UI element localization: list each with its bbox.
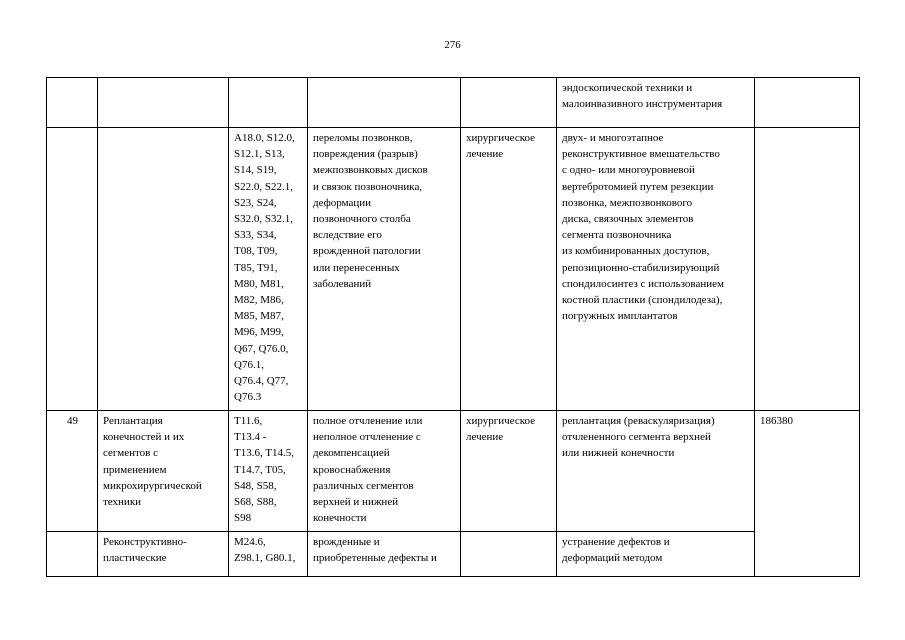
- table-row: [47, 532, 860, 577]
- codes-cell: T11.6, T13.4 - T13.6, T14.5, T14.7, T05, S48, S58, S68, S88, S98: [229, 411, 308, 532]
- treatment-cell: хирургическое лечение: [461, 411, 557, 532]
- cost-cell: [755, 128, 860, 411]
- codes-cell: [229, 78, 308, 128]
- cost-cell: 186380: [755, 411, 860, 577]
- table-row: [47, 78, 860, 128]
- number-cell: [47, 532, 98, 577]
- method-cell: устранение дефектов и деформаций методом: [557, 532, 755, 577]
- page-number: 276: [444, 39, 461, 51]
- codes-cell: M24.6, Z98.1, G80.1,: [229, 532, 308, 577]
- method-cell: двух- и многоэтапное реконструктивное вмешательство с одно- или многоуровневой вертебротомией путем резекции позвонка, межпозвонкового диска, связочных элементов сегмента позвоночника из комбинированных доступов, репозиционно-стабилизирующий спондилосинтез с использованием костной пластики (спондилодеза), погружных имплантатов: [557, 128, 755, 411]
- number-cell: 49: [47, 411, 98, 532]
- diagnosis-cell: врожденные и приобретенные дефекты и: [308, 532, 461, 577]
- diagnosis-cell: [308, 78, 461, 128]
- codes-cell: A18.0, S12.0, S12.1, S13, S14, S19, S22.0, S22.1, S23, S24, S32.0, S32.1, S33, S34, T08, T09, T85, T91, M80, M81, M82, M86, M85, M87, M96, M99, Q67, Q76.0, Q76.1, Q76.4, Q77, Q76.3: [229, 128, 308, 411]
- treatment-cell: [461, 532, 557, 577]
- diagnosis-cell: полное отчленение или неполное отчленение с декомпенсацией кровоснабжения различных сегментов верхней и нижней конечности: [308, 411, 461, 532]
- name-cell: [98, 78, 229, 128]
- medical-procedures-table: [46, 77, 860, 577]
- method-cell: эндоскопической техники и малоинвазивного инструментария: [557, 78, 755, 128]
- method-cell: реплантация (реваскуляризация) отчлененного сегмента верхней или нижней конечности: [557, 411, 755, 532]
- name-cell: [98, 128, 229, 411]
- cost-cell: [755, 78, 860, 128]
- number-cell: [47, 128, 98, 411]
- table-row: [47, 128, 860, 411]
- number-cell: [47, 78, 98, 128]
- name-cell: Реконструктивно- пластические: [98, 532, 229, 577]
- diagnosis-cell: переломы позвонков, повреждения (разрыв) межпозвонковых дисков и связок позвоночника, деформации позвоночного столба вследствие его врожденной патологии или перенесенных заболеваний: [308, 128, 461, 411]
- table-row: [47, 411, 860, 532]
- name-cell: Реплантация конечностей и их сегментов с применением микрохирургической техники: [98, 411, 229, 532]
- treatment-cell: хирургическое лечение: [461, 128, 557, 411]
- treatment-cell: [461, 78, 557, 128]
